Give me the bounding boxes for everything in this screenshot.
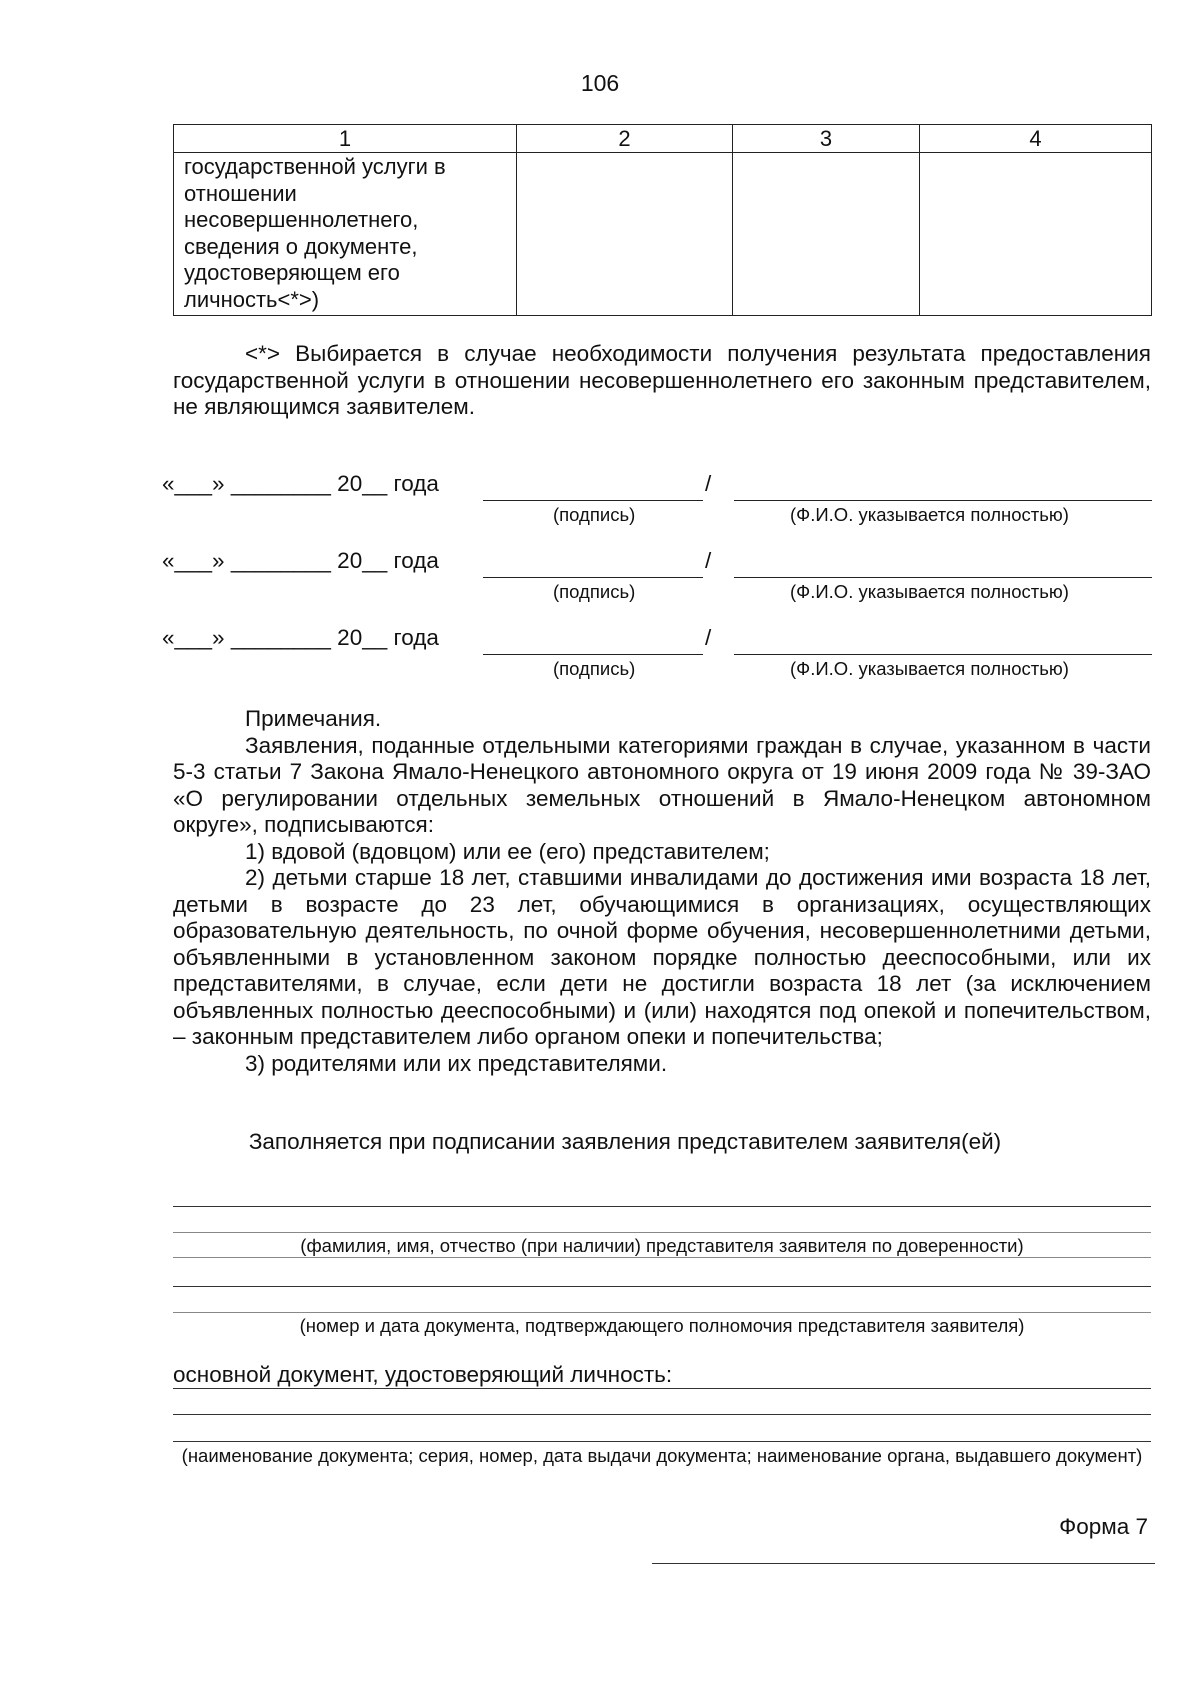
id-doc-line[interactable] (173, 1414, 1151, 1415)
fio-line (734, 654, 1152, 655)
table-row (174, 153, 1152, 316)
signature-slash: / (705, 548, 712, 573)
fio-line (734, 500, 1152, 501)
table-cell (733, 153, 920, 316)
notes-section (173, 706, 1151, 1077)
fio-field-line[interactable] (173, 1206, 1151, 1207)
fio-field-line[interactable] (173, 1232, 1151, 1233)
id-doc-line[interactable] (173, 1441, 1151, 1442)
fio-line (734, 577, 1152, 578)
table-cell (920, 153, 1152, 316)
id-doc-label: основной документ, удостоверяющий личность: (173, 1362, 673, 1387)
cell-line: несовершеннолетнего, (184, 207, 419, 232)
fio-caption: (Ф.И.О. указывается полностью) (790, 504, 1069, 525)
cell-line: отношении (184, 180, 297, 206)
cell-line: личность<*>) (184, 286, 320, 312)
doc-caption: (номер и дата документа, подтверждающего полномочия представителя заявителя) (299, 1315, 1025, 1336)
signature-date: «___» ________ 20__ года (162, 471, 439, 496)
signature-line (483, 500, 703, 501)
data-table (173, 124, 1152, 316)
signature-caption: (подпись) (553, 504, 636, 525)
notes-item: 1) вдовой (вдовцом) или ее (его) представителем; (245, 838, 770, 864)
id-doc-line[interactable] (173, 1388, 1151, 1389)
table-cell (174, 153, 517, 316)
fio-caption: (Ф.И.О. указывается полностью) (790, 658, 1069, 679)
table-header-row (174, 125, 1152, 153)
cell-line: государственной услуги в (184, 154, 446, 179)
representative-heading: Заполняется при подписании заявления представителем заявителя(ей) (248, 1129, 1002, 1154)
signature-caption: (подпись) (553, 658, 636, 679)
signature-line (483, 654, 703, 655)
table-header-cell: 3 (733, 125, 920, 153)
form-line (652, 1563, 1155, 1564)
footnote: <*> Выбирается в случае необходимости получения результата предоставления государственной услуги в отношении несовершеннолетнего его законным представителем, не являющимся заявителем. (173, 341, 1151, 419)
signature-date: «___» ________ 20__ года (162, 548, 439, 573)
signature-slash: / (705, 471, 712, 496)
table-cell (517, 153, 733, 316)
table-header-cell: 1 (174, 125, 517, 153)
notes-item: 2) детьми старше 18 лет, ставшими инвалидами до достижения ими возраста 18 лет, детьми в возрасте до 23 лет, обучающимися в организациях, осуществляющих образовательную деятельность, по очной форме обучения, несовершеннолетними детьми, объявленными в установленном законом порядке полностью дееспособными, или их представителями, в случае, если дети не достигли возраста 18 лет (за исключением объявленных полностью дееспособными) и (или) находятся под опекой и попечительством, – законным представителем либо органом опеки и попечительства; (173, 865, 1151, 1049)
signature-caption: (подпись) (553, 581, 636, 602)
notes-item: 3) родителями или их представителями. (245, 1050, 668, 1076)
doc-field-line[interactable] (173, 1286, 1151, 1287)
signature-slash: / (705, 625, 712, 650)
table-header-cell: 4 (920, 125, 1152, 153)
fio-caption: (фамилия, имя, отчество (при наличии) представителя заявителя по доверенности) (300, 1235, 1024, 1256)
signature-date: «___» ________ 20__ года (162, 625, 439, 650)
page-number: 106 (580, 70, 620, 96)
id-caption: (наименование документа; серия, номер, дата выдачи документа; наименование органа, выдавшего документ) (181, 1445, 1143, 1466)
cell-line: удостоверяющем его (184, 260, 400, 285)
doc-field-line[interactable] (173, 1257, 1151, 1258)
cell-line: сведения о документе, (184, 233, 418, 259)
form-label: Форма 7 (1059, 1514, 1148, 1539)
notes-heading: Примечания. (245, 706, 382, 731)
signature-line (483, 577, 703, 578)
notes-intro: Заявления, поданные отдельными категориями граждан в случае, указанном в части 5-3 статьи 7 Закона Ямало-Ненецкого автономного округа от 19 июня 2009 года № 39-ЗАО «О регулировании отдельных земельных отношений в Ямало-Ненецком автономном округе», подписываются: (173, 732, 1151, 837)
doc-field-line[interactable] (173, 1312, 1151, 1313)
fio-caption: (Ф.И.О. указывается полностью) (790, 581, 1069, 602)
table-header-cell: 2 (517, 125, 733, 153)
